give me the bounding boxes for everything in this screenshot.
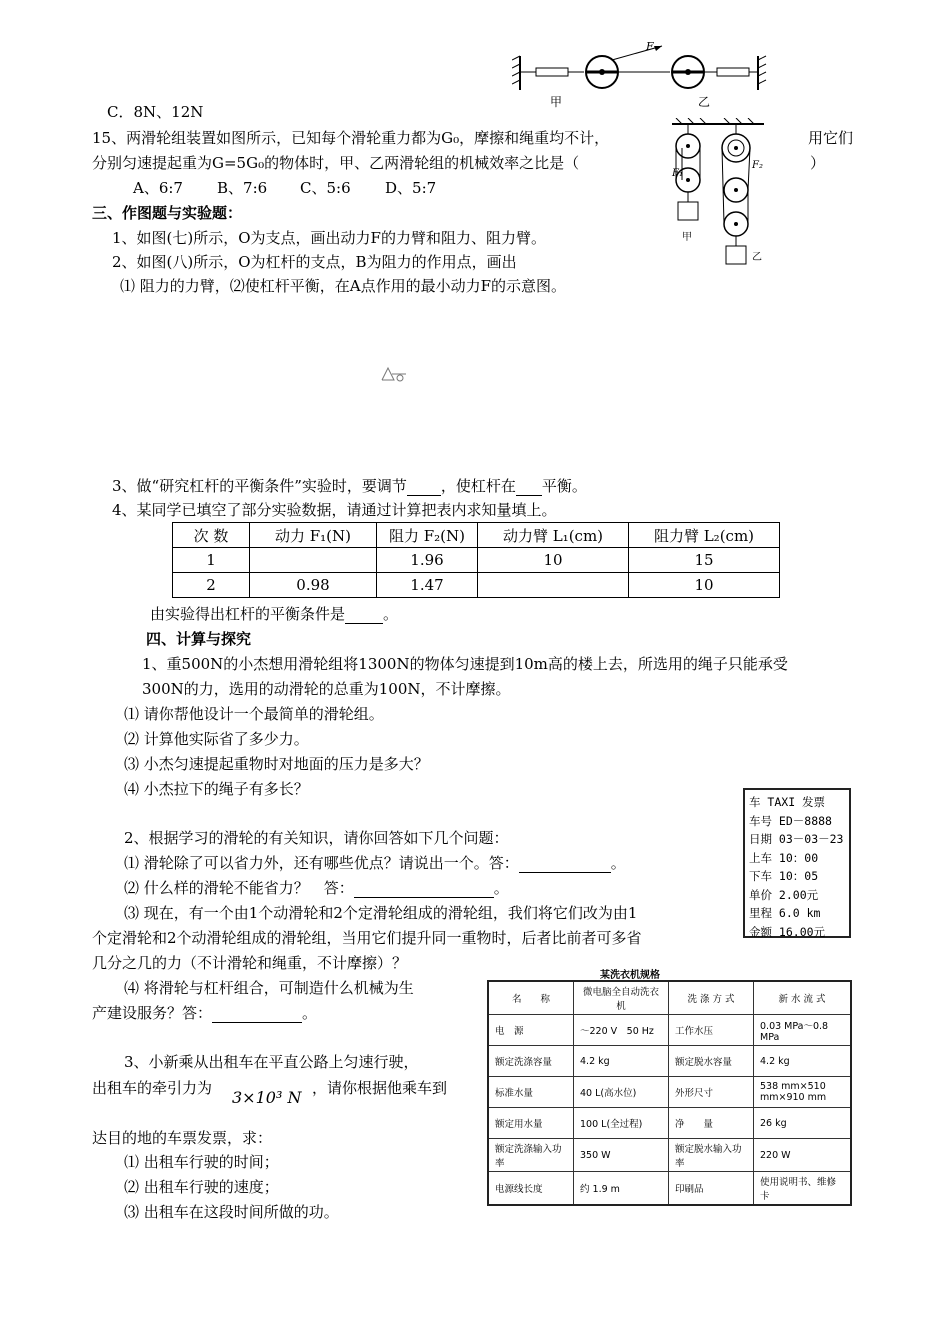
s3-q2-sub: ⑴ 阻力的力臂，⑵使杠杆平衡，在A点作用的最小动力F的示意图。 xyxy=(120,277,567,295)
lever-figure-small xyxy=(380,364,410,384)
table-header: 次 数 xyxy=(173,523,250,548)
receipt-line: 下车 10：05 xyxy=(749,869,819,883)
s4-q2-3-line1: ⑶ 现在，有一个由1个动滑轮和2个定滑轮组成的滑轮组，我们将它们改为由1 xyxy=(124,904,638,922)
table-cell: 净 量 xyxy=(669,1108,754,1139)
receipt-line: 金额 16.00元 xyxy=(749,924,826,939)
s4-q1-sub4: ⑷ 小杰拉下的绳子有多长？ xyxy=(124,780,309,798)
table-header: 动力臂 L₁(cm) xyxy=(478,523,629,548)
taxi-receipt xyxy=(743,788,851,938)
label-f1: F₁ xyxy=(672,168,683,179)
q15-line2-tail: ） xyxy=(810,154,826,172)
table-cell: 使用说明书、维修卡 xyxy=(754,1172,852,1206)
table-cell: 工作水压 xyxy=(669,1015,754,1046)
table-row xyxy=(488,1015,851,1046)
table-cell: 约 1.9 m xyxy=(574,1172,669,1206)
s3-q3-b: ，使杠杆在 xyxy=(440,477,516,495)
s4-q2-4-text: 产建设服务？答： xyxy=(92,1004,213,1022)
s3-q3 xyxy=(112,476,587,496)
label-f2: F₂ xyxy=(752,160,763,171)
receipt-line: 车号 ED－8888 xyxy=(749,813,832,828)
table-cell: 名 称 xyxy=(488,981,574,1015)
s3-conclusion-blank[interactable] xyxy=(345,607,383,624)
s4-q3-sub3: ⑶ 出租车在这段时间所做的功。 xyxy=(124,1203,339,1221)
section3-title: 三、作图题与实验题： xyxy=(92,204,243,222)
table-cell: 0.98 xyxy=(250,573,377,598)
s4-q3-sub2: ⑵ 出租车行驶的速度； xyxy=(124,1178,279,1196)
table-cell: 100 L(全过程) xyxy=(574,1108,669,1139)
s4-q1-line2: 300N的力，选用的动滑轮的总重为100N，不计摩擦。 xyxy=(142,680,511,698)
traction-formula: 3×10³ N xyxy=(232,1088,302,1107)
s4-q2-3-line2: 个定滑轮和2个动滑轮组成的滑轮组，当用它们提升同一重物时，后者比前者可多省 xyxy=(92,929,642,947)
table-header: 阻力臂 L₂(cm) xyxy=(629,523,780,548)
table-cell: 220 W xyxy=(754,1139,852,1172)
pulley-horizontal-figure xyxy=(512,38,774,110)
washer-spec-table xyxy=(487,980,852,1206)
table-row xyxy=(488,1139,851,1172)
table-cell: 40 L(高水位) xyxy=(574,1077,669,1108)
s3-q3-c: 平衡。 xyxy=(541,477,587,495)
s3-q2: 2、如图(八)所示，O为杠杆的支点，B为阻力的作用点，画出 xyxy=(112,253,517,271)
s3-q3-a: 3、做“研究杠杆的平衡条件”实验时，要调节 xyxy=(112,477,407,495)
s3-q4: 4、某同学已填空了部分实验数据，请通过计算把表内求知量填上。 xyxy=(112,501,557,519)
s4-q1-sub2: ⑵ 计算他实际省了多少力。 xyxy=(124,730,309,748)
s4-q3-line1: 3、小新乘从出租车在平直公路上匀速行驶， xyxy=(124,1053,419,1071)
q15-option-a: A、6:7 xyxy=(133,179,183,197)
q14-option-c: C．8N、12N xyxy=(107,103,204,121)
s4-q1-line1: 1、重500N的小杰想用滑轮组将1300N的物体匀速提到10m高的楼上去，所选用的绳子只能承受 xyxy=(142,655,788,673)
table-cell: 4.2 kg xyxy=(754,1046,852,1077)
table-cell: 350 W xyxy=(574,1139,669,1172)
table-cell: 4.2 kg xyxy=(574,1046,669,1077)
s4-q3-line2a: 出租车的牵引力为 xyxy=(92,1079,213,1097)
table-cell: 1.96 xyxy=(377,548,478,573)
table-row xyxy=(488,1108,851,1139)
s4-q1-sub3: ⑶ 小杰匀速提起重物时对地面的压力是多大？ xyxy=(124,755,429,773)
table-cell: 外形尺寸 xyxy=(669,1077,754,1108)
s4-q2-4-blank[interactable] xyxy=(212,1006,302,1023)
s4-q3-line3: 达目的地的车票发票，求： xyxy=(92,1129,273,1147)
force-label-f: F xyxy=(646,40,654,53)
s4-q2-4-line2: 产建设服务？答： 。 xyxy=(92,1004,318,1022)
s4-q2-1-blank[interactable] xyxy=(519,856,611,873)
washer-title: 某洗衣机规格 xyxy=(600,970,660,981)
receipt-line: 上车 10：00 xyxy=(749,850,819,865)
table-header-row xyxy=(173,523,780,548)
s3-q3-blank1[interactable] xyxy=(407,479,441,496)
table-header: 动力 F₁(N) xyxy=(250,523,377,548)
table-cell: 电 源 xyxy=(488,1015,574,1046)
table-cell: 洗 涤 方 式 xyxy=(669,981,754,1015)
s4-q2-3-line3: 几分之几的力（不计滑轮和绳重，不计摩擦）？ xyxy=(92,954,408,972)
s4-q2-intro: 2、根据学习的滑轮的有关知识，请你回答如下几个问题： xyxy=(124,829,509,847)
s4-q2-2-blank[interactable] xyxy=(354,881,494,898)
table-cell[interactable] xyxy=(478,573,629,598)
q15-option-d: D、5:7 xyxy=(385,179,437,197)
s4-q3-sub1: ⑴ 出租车行驶的时间； xyxy=(124,1153,279,1171)
s4-q2-4-line1: ⑷ 将滑轮与杠杆组合，可制造什么机械为生 xyxy=(124,979,414,997)
table-cell: 0.03 MPa～0.8 MPa xyxy=(754,1015,852,1046)
table-row xyxy=(488,981,851,1015)
table-cell: 额定脱水输入功率 xyxy=(669,1139,754,1172)
s4-q2-2-text: ⑵ 什么样的滑轮不能省力？ 答： xyxy=(124,879,354,897)
table-row xyxy=(173,548,780,573)
table-cell[interactable] xyxy=(250,548,377,573)
q15-option-c: C、5:6 xyxy=(300,179,351,197)
table-cell: 26 kg xyxy=(754,1108,852,1139)
s4-q1-sub1: ⑴ 请你帮他设计一个最简单的滑轮组。 xyxy=(124,705,384,723)
table-cell: 标准水量 xyxy=(488,1077,574,1108)
q15-line1: 15、两滑轮组装置如图所示，已知每个滑轮重力都为G₀，摩擦和绳重均不计， xyxy=(92,129,610,147)
q15-line1-tail: 用它们 xyxy=(808,129,854,147)
table-cell: 538 mm×510 mm×910 mm xyxy=(754,1077,852,1108)
table-row xyxy=(488,1172,851,1206)
table-cell: 1 xyxy=(173,548,250,573)
s3-conclusion-b: 。 xyxy=(383,605,399,623)
q15-line2: 分别匀速提起重为G=5G₀的物体时，甲、乙两滑轮组的机械效率之比是（ xyxy=(92,154,580,172)
table-cell: 新 水 流 式 xyxy=(754,981,852,1015)
s4-q2-1: ⑴ 滑轮除了可以省力外，还有哪些优点？请说出一个。答： 。 xyxy=(124,854,626,872)
table-cell: 额定洗涤输入功率 xyxy=(488,1139,574,1172)
receipt-line: 车 TAXI 发票 xyxy=(749,795,826,809)
s3-conclusion xyxy=(150,604,398,624)
table-cell: 15 xyxy=(629,548,780,573)
table-cell: 电源线长度 xyxy=(488,1172,574,1206)
receipt-line: 里程 6.0 km xyxy=(749,906,821,920)
table-cell: 额定用水量 xyxy=(488,1108,574,1139)
s4-q2-1-text: ⑴ 滑轮除了可以省力外，还有哪些优点？请说出一个。答： xyxy=(124,854,519,872)
receipt-line: 单价 2.00元 xyxy=(749,887,819,902)
table-cell: 2 xyxy=(173,573,250,598)
table-cell: ～220 V 50 Hz xyxy=(574,1015,669,1046)
label-yi-2: 乙 xyxy=(752,252,762,263)
table-cell: 10 xyxy=(629,573,780,598)
pulley-vertical-figure xyxy=(664,118,776,268)
label-jia: 甲 xyxy=(550,95,563,109)
s4-q3-line2b: ，请你根据他乘车到 xyxy=(312,1079,448,1097)
label-yi: 乙 xyxy=(698,95,711,109)
table-row xyxy=(488,1077,851,1108)
receipt-line: 日期 03－03－23 xyxy=(749,832,844,846)
table-row xyxy=(488,1046,851,1077)
table-cell: 微电脑全自动洗衣机 xyxy=(574,981,669,1015)
s4-q2-2: ⑵ 什么样的滑轮不能省力？ 答： 。 xyxy=(124,879,509,897)
table-header: 阻力 F₂(N) xyxy=(377,523,478,548)
table-cell: 1.47 xyxy=(377,573,478,598)
table-row xyxy=(173,573,780,598)
table-cell: 额定洗涤容量 xyxy=(488,1046,574,1077)
q15-option-b: B、7:6 xyxy=(217,179,268,197)
lever-data-table xyxy=(172,522,780,598)
s3-q3-blank2[interactable] xyxy=(516,479,542,496)
label-jia-2: 甲 xyxy=(682,232,692,243)
table-cell: 印刷品 xyxy=(669,1172,754,1206)
table-cell: 额定脱水容量 xyxy=(669,1046,754,1077)
table-cell: 10 xyxy=(478,548,629,573)
s3-q1: 1、如图(七)所示，O为支点，画出动力F的力臂和阻力、阻力臂。 xyxy=(112,229,546,247)
section4-title: 四、计算与探究 xyxy=(146,630,252,648)
s3-conclusion-a: 由实验得出杠杆的平衡条件是 xyxy=(150,605,346,623)
